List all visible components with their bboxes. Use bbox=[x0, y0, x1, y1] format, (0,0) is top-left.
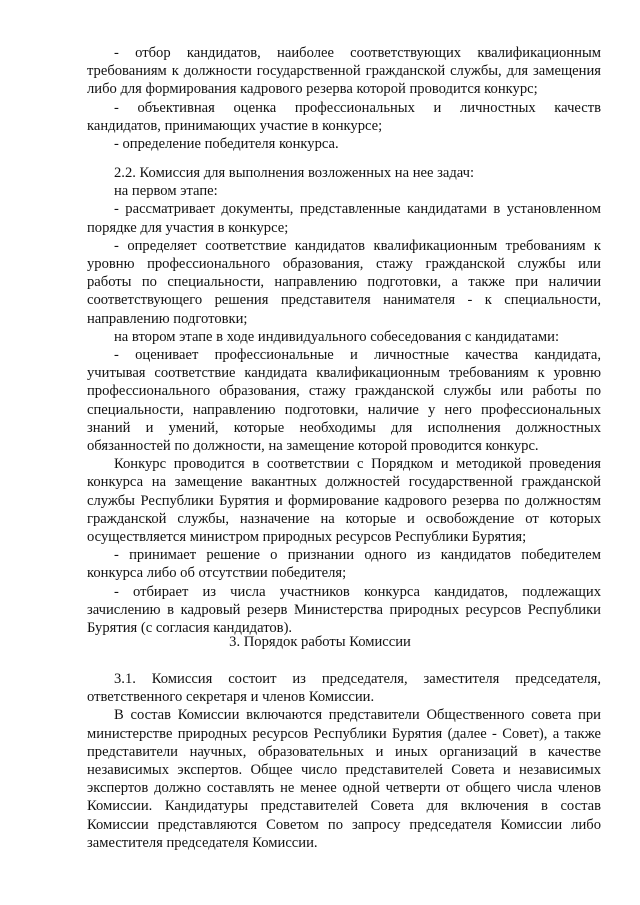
text-line: представители научных, образовательных и иных организаций в качестве bbox=[87, 743, 601, 760]
text-line: - определение победителя конкурса. bbox=[114, 136, 339, 153]
text-line: - определяет соответствие кандидатов квалификационным требованиям к bbox=[114, 237, 601, 254]
text-line: на первом этапе: bbox=[114, 183, 218, 200]
text-line: - отбирает из числа участников конкурса кандидатов, подлежащих bbox=[114, 583, 601, 600]
text-line: направлению подготовки; bbox=[87, 310, 248, 327]
text-line: учитывая соответствие кандидата квалификационным требованиям к уровню bbox=[87, 365, 601, 382]
paragraph-commission-tasks bbox=[87, 164, 601, 637]
text-line: - отбор кандидатов, наиболее соответствующих квалификационным bbox=[114, 45, 601, 61]
text-line: Бурятия (с согласия кандидатов). bbox=[87, 620, 293, 637]
text-line: кандидатов, принимающих участие в конкурсе; bbox=[87, 117, 383, 134]
text-line: конкурса либо об отсутствии победителя; bbox=[87, 565, 347, 582]
text-line: - объективная оценка профессиональных и личностных качеств bbox=[114, 99, 601, 116]
text-line: знаний и умений, которые необходимы для исполнения должностных bbox=[87, 419, 601, 436]
text-line: независимых экспертов. Общее число представителей Совета и независимых bbox=[87, 762, 601, 779]
text-line: экспертов должно составлять не менее одной четверти от общего числа членов bbox=[87, 780, 601, 797]
text-line: на втором этапе в ходе индивидуального собеседования с кандидатами: bbox=[114, 328, 560, 345]
text-line: требованиям к должности государственной гражданской службы, для замещения bbox=[87, 63, 601, 80]
text-line: уровню профессионального образования, стажу гражданской службы или bbox=[87, 256, 601, 273]
text-line: конкурса на замещение вакантных должностей государственной гражданской bbox=[87, 474, 601, 491]
text-line: порядке для участия в конкурсе; bbox=[87, 219, 289, 236]
text-line: осуществляется министром природных ресурсов Республики Бурятия; bbox=[87, 529, 527, 546]
text-line: обязанностей по должности, на замещение которой проводится конкурс. bbox=[87, 438, 539, 455]
paragraph-commission-composition bbox=[87, 670, 601, 852]
text-line: - оценивает профессиональные и личностные качества кандидата, bbox=[114, 347, 601, 364]
text-line: гражданской службы, назначение на которые и освобождение от которых bbox=[87, 510, 601, 527]
text-line: Комиссии представляются Советом по запросу председателя Комиссии либо bbox=[87, 816, 601, 833]
text-line: работы по специальности, направлению подготовки, а также при наличии bbox=[87, 274, 601, 291]
text-line: специальности, направлению подготовки, наличие у него профессиональных bbox=[87, 401, 601, 418]
text-line: Комиссии. Кандидатуры представителей Совета для включения в состав bbox=[87, 798, 601, 815]
text-line: Конкурс проводится в соответствии с Порядком и методикой проведения bbox=[114, 456, 601, 473]
text-line: - рассматривает документы, представленные кандидатами в установленном bbox=[114, 201, 601, 218]
text-line: профессионального образования, стажу гражданской службы или работы по bbox=[87, 383, 601, 400]
paragraph-candidate-selection bbox=[87, 44, 601, 153]
text-line: службы Республики Бурятия и формирование кадрового резерва по должностям bbox=[87, 492, 601, 509]
text-line: 2.2. Комиссия для выполнения возложенных на нее задач: bbox=[114, 165, 475, 181]
text-line: либо для формирования кадрового резерва которой проводится конкурс; bbox=[87, 81, 538, 98]
text-line: 3.1. Комиссия состоит из председателя, заместителя председателя, bbox=[114, 671, 601, 687]
section-heading: 3. Порядок работы Комиссии bbox=[229, 634, 411, 650]
text-line: - принимает решение о признании одного из кандидатов победителем bbox=[114, 547, 601, 564]
text-line: заместителя председателя Комиссии. bbox=[87, 834, 318, 851]
text-line: ответственного секретаря и членов Комиссии. bbox=[87, 689, 375, 706]
text-line: зачислению в кадровый резерв Министерства природных ресурсов Республики bbox=[87, 601, 601, 618]
text-line: В состав Комиссии включаются представители Общественного совета при bbox=[114, 707, 601, 724]
text-line: соответствующего решения представителя нанимателя - к специальности, bbox=[87, 292, 601, 309]
text-line: министерстве природных ресурсов Республики Бурятия (далее - Совет), а также bbox=[87, 725, 601, 742]
